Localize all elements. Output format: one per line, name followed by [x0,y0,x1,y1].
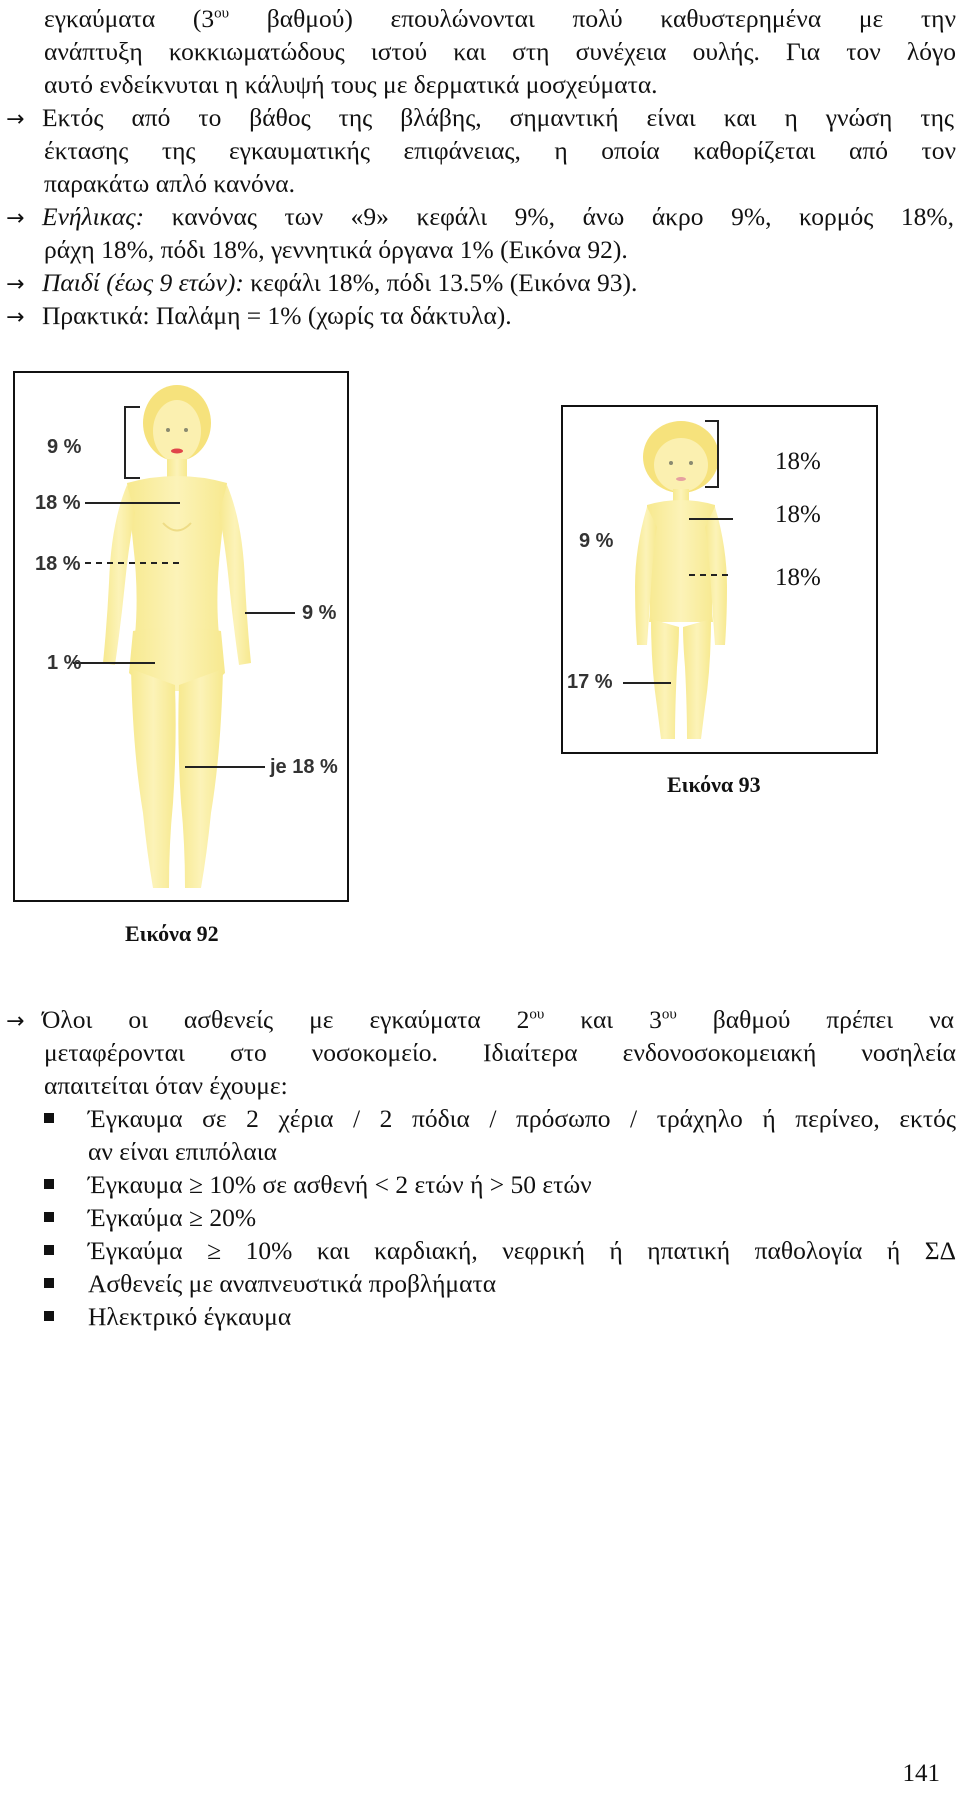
label-leg-18: je 18 % [270,756,338,778]
intro-line-3: αυτό ενδείκνυται η κάλυψή τους με δερματικά μοσχεύματα. [44,70,658,99]
label-front-18: 18 % [35,492,81,514]
head-bracket [125,407,140,478]
figure-92-caption: Εικόνα 92 [125,921,219,946]
adult-rule-line-1: → Ενήλικας: κανόνας των «9» κεφάλι 9%, άνω άκρο 9%, κορμός 18%, [6,200,956,235]
bullet-marker [44,1245,54,1255]
label-arm-9: 9 % [302,602,337,624]
bullet-item-1: Έγκαυμα σε 2 χέρια / 2 πόδια / πρόσωπο / τράχηλο ή περίνεο, εκτός [88,1104,956,1133]
child-label-head-18: 18% [775,448,821,475]
hospital-line-2: μεταφέρονται στο νοσοκομείο. Ιδιαίτερα ενδονοσοκομειακή νοσηλεία [44,1038,956,1067]
bullet-marker [44,1212,54,1222]
bullet-marker [44,1113,54,1123]
bullet-marker [44,1311,54,1321]
child-label-leg-17: 17 % [567,671,613,693]
extent-line-1: → Εκτός από το βάθος της βλάβης, σημαντική είναι και η γνώση της [6,101,956,136]
child-rule-line: → Παιδί (έως 9 ετών): κεφάλι 18%, πόδι 13.5% (Εικόνα 93). [6,266,956,301]
bullet-item-5: Ασθενείς με αναπνευστικά προβλήματα [88,1269,497,1298]
arrow-icon: → [6,1009,25,1034]
bullet-item-4: Έγκαύμα ≥ 10% και καρδιακή, νεφρική ή ηπατική παθολογία ή ΣΔ [88,1236,956,1265]
arrow-icon: → [6,272,25,297]
figure-92-adult-body [13,371,349,902]
label-genital-1: 1 % [47,652,82,674]
figure-93-child-body [561,405,878,754]
intro-line-1: εγκαύματα ($3^{o\upsilon}$ βαθμού) επουλώνονται πολύ καθυστερημένα με την [44,4,957,33]
label-back-18: 18 % [35,553,81,575]
extent-line-3: παρακάτω απλό κανόνα. [44,169,295,198]
intro-line-2: ανάπτυξη κοκκιωματώδους ιστού και στη συνέχεια ουλής. Για τον λόγο [44,37,956,66]
extent-line-2: έκτασης της εγκαυματικής επιφάνειας, η οποία καθορίζεται από τον [44,136,956,165]
adult-rule-line-2: ράχη 18%, πόδι 18%, γεννητικά όργανα 1% (Εικόνα 92). [44,235,628,264]
bullet-item-6: Ηλεκτρικό έγκαυμα [88,1302,292,1331]
arrow-icon: → [6,305,25,330]
practical-rule-line: → Πρακτικά: Παλάμη = 1% (χωρίς τα δάκτυλα). [6,299,956,334]
arrow-icon: → [6,107,25,132]
child-label-arm-9: 9 % [579,530,614,552]
bullet-item-2: Έγκαυμα ≥ 10% σε ασθενή < 2 ετών ή > 50 ετών [88,1170,592,1199]
child-body-illustration [563,407,876,752]
bullet-item-3: Έγκαύμα ≥ 20% [88,1203,257,1232]
child-label-front-18: 18% [775,501,821,528]
hospital-line-1: → Όλοι οι ασθενείς με εγκαύματα $2^{o\upsilon}$ και $3^{o\upsilon}$ βαθμού πρέπει να [6,1003,956,1038]
bullet-marker [44,1278,54,1288]
figure-93-caption: Εικόνα 93 [667,772,761,797]
page-number: 141 [902,1760,940,1787]
arrow-icon: → [6,206,25,231]
label-head-9: 9 % [47,436,82,458]
hospital-line-3: απαιτείται όταν έχουμε: [44,1071,288,1100]
child-label-back-18: 18% [775,564,821,591]
bullet-marker [44,1179,54,1189]
bullet-item-1-continued: αν είναι επιπόλαια [88,1137,277,1166]
